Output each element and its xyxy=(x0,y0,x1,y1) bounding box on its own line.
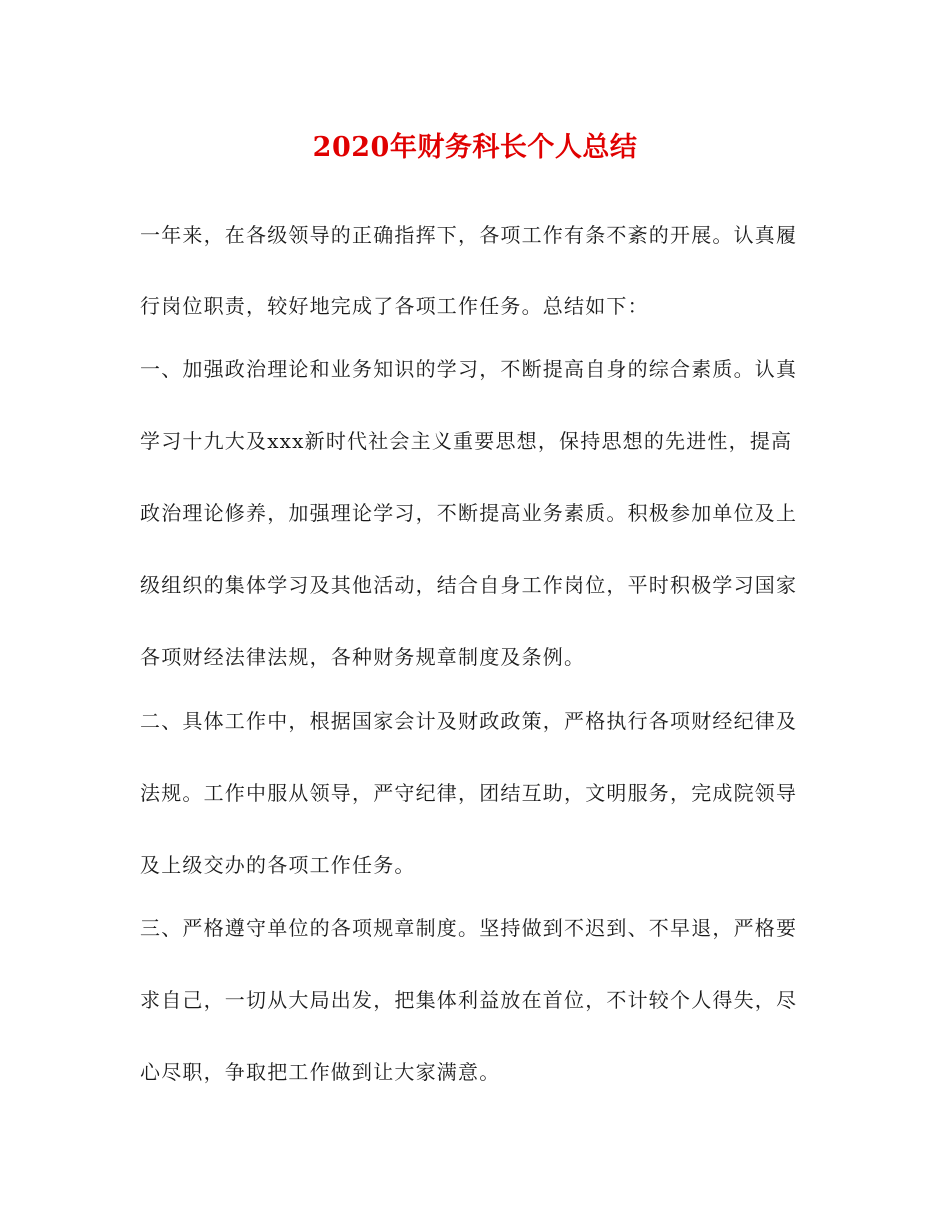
body-line: 心尽职，争取把工作做到让大家满意。 xyxy=(140,1060,501,1084)
document-title: 2020年财务科长个人总结 xyxy=(312,132,638,163)
body-line: 学习十九大及xxx新时代社会主义重要思想，保持思想的先进性，提高 xyxy=(140,429,793,453)
body-line: 法规。工作中服从领导，严守纪律，团结互助，文明服务，完成院领导 xyxy=(140,781,798,805)
body-line: 一、加强政治理论和业务知识的学习，不断提高自身的综合素质。认真 xyxy=(140,357,798,381)
body-line: 及上级交办的各项工作任务。 xyxy=(140,853,416,877)
body-line: 行岗位职责，较好地完成了各项工作任务。总结如下： xyxy=(140,294,649,318)
body-line: 政治理论修养，加强理论学习，不断提高业务素质。积极参加单位及上 xyxy=(140,501,798,525)
body-line: 三、严格遵守单位的各项规章制度。坚持做到不迟到、不早退，严格要 xyxy=(140,916,798,940)
body-line: 二、具体工作中，根据国家会计及财政政策，严格执行各项财经纪律及 xyxy=(140,709,798,733)
body-line: 各项财经法律法规，各种财务规章制度及条例。 xyxy=(140,645,586,669)
body-line: 级组织的集体学习及其他活动，结合自身工作岗位，平时积极学习国家 xyxy=(140,573,798,597)
body-line: 求自己，一切从大局出发，把集体利益放在首位，不计较个人得失，尽 xyxy=(140,988,798,1012)
body-line: 一年来，在各级领导的正确指挥下，各项工作有条不紊的开展。认真履 xyxy=(140,223,798,247)
